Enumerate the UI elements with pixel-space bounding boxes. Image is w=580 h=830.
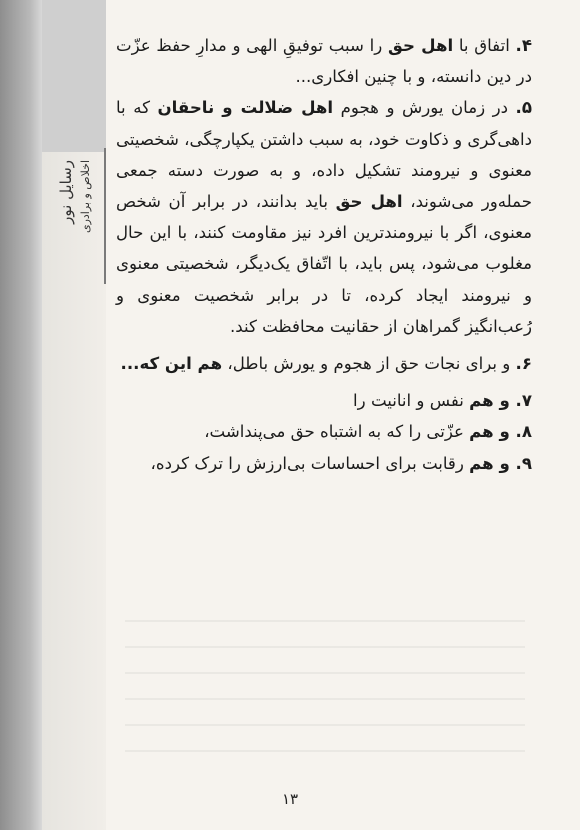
text-run: اتفاق با (453, 36, 516, 55)
text-run: و برای نجات حق از هجوم و یورش باطل، (222, 354, 516, 374)
paragraph-5 (116, 92, 532, 342)
page-number: ۱۳ (281, 790, 299, 808)
item-number: ۸. و هم (469, 422, 532, 442)
item-number: ۶. (515, 354, 532, 374)
item-number: ۴. (515, 36, 532, 55)
item-number: ۹. و هم (469, 453, 532, 473)
text-run: نفس و انانیت را (353, 391, 470, 411)
paragraph-7 (116, 385, 532, 416)
page-spine-shadow (0, 0, 42, 830)
emphasis-text: اهل حق (335, 192, 403, 212)
text-run: باید بدانند، در برابر آن شخص معنوی، اگر با نیرومندترین افرد نیز مقاومت کنند، با این حال مغلوب می‌شود، پس باید، با اتّفاق یک‌دیگر، شخصیتی معنوی و نیرومند ایجاد کرده، تا در برابر شخصیت معنوی و رُعب‌انگیز گمراهان از حقانیت محافظت کند. (116, 192, 532, 336)
text-run: عزّتی را که به اشتباه حق می‌پنداشت، (204, 422, 470, 442)
spine-header-block (42, 0, 106, 152)
text-run: که با داهی‌گری و ذکاوت خود، به سبب داشتن یکپارچگی، شخصیتی معنوی و نیرومند تشکیل داده، و به صورت دسته جمعی حمله‌ور می‌شوند، (116, 98, 532, 212)
running-head (55, 160, 99, 290)
text-run: رقابت برای احساسات بی‌ارزش را ترک کرده، (150, 453, 470, 473)
running-head-subtitle: اخلاص و برادری (79, 160, 92, 234)
paragraph-8 (116, 416, 532, 447)
show-through-bleed (125, 620, 525, 770)
item-number: ۵. (515, 98, 532, 118)
running-head-title: رسایل نور (57, 160, 75, 224)
paragraph-9 (116, 448, 532, 479)
emphasis-text: اهل حق (388, 36, 454, 55)
emphasis-text: هم این که... (120, 354, 223, 374)
paragraph-6 (116, 348, 532, 379)
body-text (116, 30, 532, 479)
running-head-divider (104, 148, 106, 284)
paragraph-4 (116, 30, 532, 92)
text-run: در زمان یورش و هجوم (333, 98, 516, 118)
text-run: را سبب توفیقِ الهی و مدارِ حفظ عزّت در دین دانسته، و با چنین افکاری... (116, 36, 532, 87)
emphasis-text: اهل ضلالت و ناحقان (157, 98, 334, 118)
item-number: ۷. و هم (469, 391, 532, 411)
